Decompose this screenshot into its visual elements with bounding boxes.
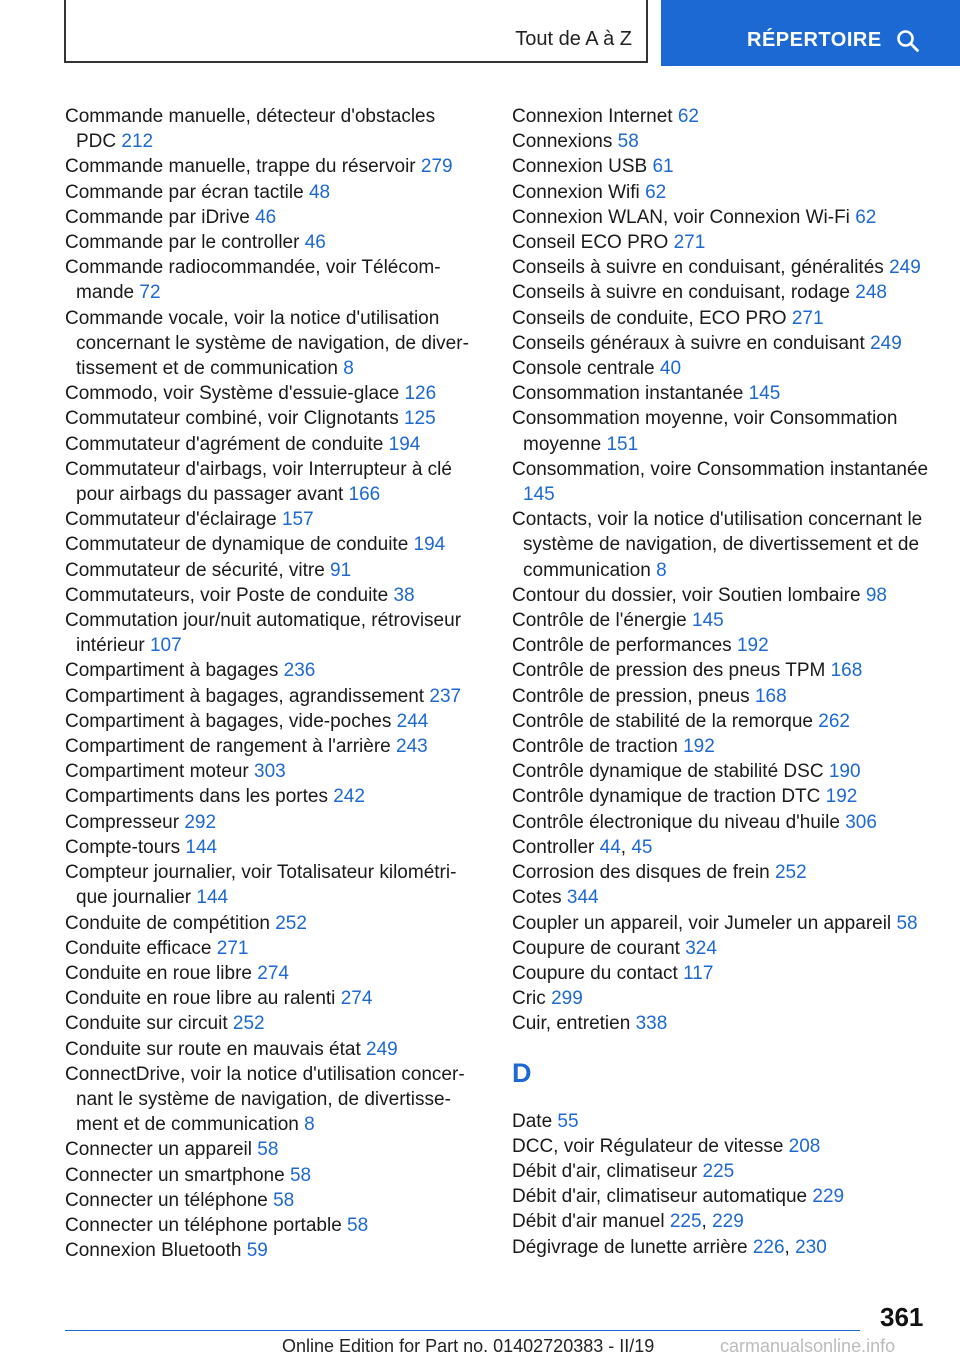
- index-entry: [65, 835, 475, 860]
- page-link[interactable]: 229: [812, 1186, 845, 1208]
- page-link[interactable]: 58: [347, 1214, 369, 1236]
- page-link[interactable]: 126: [404, 383, 437, 405]
- index-entry-text: ConnectDrive, voir la notice d'utilisation concernant le système de navigation, de divertissement et de communication: [65, 1063, 465, 1136]
- index-entry-text: Connecter un téléphone portable: [65, 1214, 342, 1236]
- index-entry: [65, 961, 475, 986]
- index-entry: [512, 810, 932, 835]
- index-entry: [512, 734, 932, 759]
- index-entry-text: Controller: [512, 836, 595, 858]
- page-link[interactable]: 145: [523, 484, 555, 506]
- index-entry: [65, 406, 475, 431]
- page-link[interactable]: 248: [855, 282, 887, 304]
- index-entry-text: Débit d'air, climatiseur: [512, 1160, 698, 1182]
- index-entry-text: Connexion Internet: [512, 106, 673, 127]
- index-entry-text: Contrôle de performances: [512, 635, 732, 657]
- index-entry: [512, 255, 932, 280]
- page-link[interactable]: 166: [348, 484, 381, 506]
- page-link[interactable]: 38: [393, 584, 415, 606]
- index-entry: [65, 457, 475, 507]
- index-entry: Dégivrage de lunette arrière 226, 230: [512, 1236, 827, 1258]
- index-entry: [512, 1134, 932, 1159]
- page-link[interactable]: 58: [896, 912, 918, 934]
- index-entry-text: Conduite en roue libre au ralenti: [65, 988, 336, 1010]
- index-entry-text: Contacts, voir la notice d'utilisation concernant le système de navigation, de divertissement et de communication: [512, 509, 923, 581]
- page-link[interactable]: 72: [139, 282, 161, 304]
- index-entry-text: Conseil ECO PRO: [512, 232, 669, 254]
- page-link[interactable]: 194: [413, 534, 446, 556]
- index-entry: [65, 1163, 475, 1188]
- tab-a-to-z[interactable]: [64, 0, 648, 63]
- page-link[interactable]: 117: [683, 962, 714, 984]
- index-entry: [512, 154, 932, 179]
- page-link[interactable]: 145: [692, 610, 724, 632]
- index-entry-text: Contrôle dynamique de traction DTC: [512, 786, 821, 808]
- index-entry: [512, 381, 932, 406]
- index-entry-text: Conseils à suivre en conduisant, rodage: [512, 282, 850, 304]
- index-entry-text: Compte-tours: [65, 836, 181, 858]
- index-entry-text: Connecter un smartphone: [65, 1164, 285, 1186]
- page-link[interactable]: 190: [828, 761, 861, 783]
- index-entry: [65, 911, 475, 936]
- page-link[interactable]: 125: [403, 408, 436, 430]
- index-entry-text: DCC, voir Régulateur de vitesse: [512, 1135, 784, 1157]
- index-entry-text: Coupure de courant: [512, 937, 680, 959]
- index-entry: [512, 507, 932, 583]
- index-entry: [512, 104, 932, 129]
- index-entry-text: Commande radiocommandée, voir Télécommande: [65, 257, 441, 304]
- index-entry: [65, 784, 475, 809]
- page-link[interactable]: 145: [748, 383, 781, 405]
- index-entry-text: Contrôle de stabilité de la remorque: [512, 710, 814, 732]
- index-entry-text: Commutateurs, voir Poste de conduite: [65, 584, 389, 606]
- index-entry: [65, 532, 475, 557]
- index-entry-text: Compartiment moteur: [65, 761, 249, 783]
- page-link[interactable]: 62: [855, 206, 877, 228]
- index-entry: [512, 936, 932, 961]
- page-link[interactable]: 144: [185, 836, 218, 858]
- page-link[interactable]: 338: [635, 1013, 668, 1035]
- index-entry-text: Connexion USB: [512, 156, 648, 178]
- index-column-left: [65, 104, 475, 1263]
- index-entry-text: Conduite en roue libre: [65, 962, 252, 984]
- index-entry-text: Commande vocale, voir la notice d'utilisation concernant le système de navigation, de divertissement et de communication: [65, 307, 469, 380]
- page-link[interactable]: 58: [273, 1189, 295, 1211]
- index-entry-text: Coupure du contact: [512, 962, 678, 984]
- tab-repertoire-label: RÉPERTOIRE: [747, 29, 882, 51]
- page-link[interactable]: 8: [343, 358, 354, 380]
- page-link[interactable]: 168: [830, 660, 863, 682]
- index-entry: [65, 810, 475, 835]
- page-link[interactable]: 274: [340, 988, 373, 1010]
- page-link[interactable]: 236: [283, 660, 316, 682]
- page-link[interactable]: 299: [551, 988, 583, 1010]
- index-entry-text: Débit d'air, climatiseur automatique: [512, 1186, 808, 1208]
- index-entry-text: Commutateur d'éclairage: [65, 509, 277, 531]
- index-entry-text: Commande manuelle, trappe du réservoir: [65, 156, 416, 178]
- index-entry-text: Commande par le controller: [65, 232, 300, 254]
- index-entry: [512, 1184, 932, 1209]
- index-entry: [65, 1137, 475, 1162]
- index-entry: [65, 658, 475, 683]
- index-entry: [512, 860, 932, 885]
- page-link[interactable]: 303: [254, 761, 286, 783]
- page-link[interactable]: 40: [659, 358, 682, 380]
- page-link[interactable]: 212: [121, 131, 154, 153]
- page-link[interactable]: 46: [304, 232, 326, 254]
- index-section-c: [512, 104, 932, 1037]
- index-entry-text: Connecter un appareil: [65, 1139, 252, 1161]
- index-entry: [65, 1011, 475, 1036]
- footer-divider: [65, 1330, 860, 1331]
- index-entry-text: Console centrale: [512, 358, 655, 380]
- page-link[interactable]: 168: [754, 685, 787, 707]
- index-entry-text: Compartiments dans les portes: [65, 786, 328, 808]
- footer-edition: Online Edition for Part no. 01402720383 - II/19: [282, 1336, 655, 1356]
- page-link[interactable]: 279: [420, 156, 453, 178]
- index-entry: [65, 1037, 475, 1062]
- index-entry: [512, 129, 932, 154]
- index-entry: [512, 280, 932, 305]
- page-link[interactable]: 59: [246, 1240, 268, 1262]
- index-entry-text: Connecter un téléphone: [65, 1189, 268, 1211]
- index-entry: [512, 180, 932, 205]
- index-entry: [65, 306, 475, 382]
- index-entry: [65, 734, 475, 759]
- index-entry: [65, 1062, 475, 1138]
- page-link[interactable]: 58: [257, 1139, 279, 1161]
- index-entry-text: Compteur journalier, voir Totalisateur kilométrique journalier: [65, 862, 457, 909]
- index-entry: [65, 255, 475, 305]
- index-entry-text: Conduite de compétition: [65, 912, 270, 934]
- index-entry: [512, 457, 932, 507]
- page-link[interactable]: 8: [304, 1114, 315, 1136]
- page-link[interactable]: 192: [825, 786, 858, 808]
- index-entry: [512, 684, 932, 709]
- page-link[interactable]: 225: [669, 1211, 702, 1233]
- page-link[interactable]: 151: [606, 433, 639, 455]
- index-column-right: [512, 104, 932, 1260]
- index-entry: [65, 936, 475, 961]
- index-entry: [65, 583, 475, 608]
- index-entry-text: Coupler un appareil, voir Jumeler un appareil: [512, 912, 892, 934]
- index-entry-text: Connexion Wifi: [512, 181, 640, 203]
- index-entry-text: Dégivrage de lunette arrière: [512, 1236, 748, 1258]
- index-entry: [512, 1109, 932, 1134]
- index-entry: [512, 759, 932, 784]
- index-entry-text: Commande manuelle, détecteur d'obstacles PDC: [65, 106, 436, 153]
- index-entry: [512, 911, 932, 936]
- page-link[interactable]: 98: [865, 584, 887, 606]
- page-link[interactable]: 344: [566, 887, 599, 909]
- index-entry: [512, 331, 932, 356]
- index-entry-text: Conduite efficace: [65, 937, 212, 959]
- index-entry: [65, 1213, 475, 1238]
- index-entry: [512, 406, 932, 456]
- index-entry-text: Compartiment à bagages: [65, 660, 279, 682]
- index-entry: [512, 608, 932, 633]
- page-number: 361: [880, 1302, 924, 1332]
- page-link[interactable]: 271: [791, 307, 824, 329]
- index-entry: [512, 306, 932, 331]
- index-entry-text: Cric: [512, 988, 546, 1010]
- page-link[interactable]: 225: [702, 1160, 735, 1182]
- index-entry: [65, 1238, 475, 1263]
- index-entry: [65, 507, 475, 532]
- index-entry: [512, 986, 932, 1011]
- page-link[interactable]: 230: [795, 1236, 827, 1258]
- index-entry: [512, 961, 932, 986]
- index-entry: [65, 759, 475, 784]
- page-link[interactable]: 45: [631, 836, 653, 858]
- page-link[interactable]: 62: [677, 106, 699, 127]
- index-entry: [512, 658, 932, 683]
- index-entry: [65, 180, 475, 205]
- index-entry: [65, 608, 475, 658]
- index-entry-text: Consommation moyenne, voir Consommation moyenne: [512, 408, 898, 455]
- page-link[interactable]: 271: [216, 937, 249, 959]
- index-entry-text: Connexion Bluetooth: [65, 1240, 242, 1262]
- index-entry: [65, 1188, 475, 1213]
- index-entry-text: Consommation instantanée: [512, 383, 744, 405]
- index-entry: [65, 432, 475, 457]
- page-link[interactable]: 46: [255, 206, 277, 228]
- page-link[interactable]: 249: [870, 332, 902, 354]
- index-entry-text: Commutateur de sécurité, vitre: [65, 559, 325, 581]
- index-entry: [65, 860, 475, 910]
- page-link[interactable]: 242: [333, 786, 365, 808]
- index-entry-text: Commutateur combiné, voir Clignotants: [65, 408, 399, 430]
- index-entry-text: Cotes: [512, 887, 562, 909]
- page-link[interactable]: 55: [557, 1110, 579, 1132]
- page-link[interactable]: 226: [752, 1236, 785, 1258]
- index-entry-text: Contrôle de l'énergie: [512, 610, 687, 632]
- index-entry-text: Conseils à suivre en conduisant, généralités: [512, 257, 884, 279]
- page-link[interactable]: 157: [281, 509, 314, 531]
- index-entry-text: Commande par écran tactile: [65, 181, 304, 203]
- index-entry-text: Commande par iDrive: [65, 206, 250, 228]
- index-entry: [65, 104, 475, 154]
- index-entry-text: Connexion WLAN, voir Connexion Wi-Fi: [512, 206, 850, 228]
- index-entry: [65, 230, 475, 255]
- index-entry: Débit d'air manuel 225, 229: [512, 1211, 744, 1233]
- page-link[interactable]: 91: [330, 559, 352, 581]
- index-entry: [512, 1011, 932, 1036]
- section-letter-d: D: [512, 1057, 532, 1088]
- page-link[interactable]: 306: [845, 811, 877, 833]
- index-entry: Controller 44, 45: [512, 836, 653, 858]
- page-link[interactable]: 271: [673, 232, 706, 254]
- index-entry: [512, 784, 932, 809]
- index-entry-text: Contrôle de pression, pneus: [512, 685, 750, 707]
- index-entry-text: Contrôle électronique du niveau d'huile: [512, 811, 840, 833]
- index-entry: [65, 205, 475, 230]
- index-entry-text: Commodo, voir Système d'essuie-glace: [65, 383, 400, 405]
- index-entry-text: Consommation, voire Consommation instantanée: [512, 458, 929, 480]
- index-entry: [65, 381, 475, 406]
- index-entry-text: Débit d'air manuel: [512, 1211, 665, 1233]
- page-link[interactable]: 194: [388, 433, 421, 455]
- index-entry-text: Compartiment à bagages, vide-poches: [65, 710, 392, 732]
- page-link[interactable]: 237: [429, 685, 462, 707]
- index-entry: [65, 709, 475, 734]
- tab-a-to-z-label: Tout de A à Z: [515, 28, 632, 50]
- index-entry-text: Conduite sur route en mauvais état: [65, 1038, 361, 1060]
- index-entry-text: Corrosion des disques de frein: [512, 862, 770, 884]
- index-entry: [512, 356, 932, 381]
- page-link[interactable]: 249: [889, 257, 921, 279]
- search-icon[interactable]: [896, 29, 920, 53]
- index-entry-text: Connexions: [512, 131, 613, 153]
- page-link[interactable]: 44: [599, 836, 621, 858]
- index-entry: [65, 154, 475, 179]
- index-entry-text: Commutateur de dynamique de conduite: [65, 534, 409, 556]
- index-entry-text: Cuir, entretien: [512, 1013, 631, 1035]
- page-link[interactable]: 292: [184, 811, 217, 833]
- index-entry: [512, 205, 932, 230]
- index-entry: [65, 684, 475, 709]
- page-link[interactable]: 62: [645, 181, 667, 203]
- index-entry-text: Contrôle de pression des pneus TPM: [512, 660, 826, 682]
- index-entry-text: Commutateur d'airbags, voir Interrupteur à clé pour airbags du passager avant: [65, 458, 452, 506]
- footer-watermark: carmanualsonline.info: [720, 1336, 896, 1356]
- page-link[interactable]: 252: [232, 1013, 265, 1035]
- index-entry: [512, 633, 932, 658]
- index-entry-text: Conseils de conduite, ECO PRO: [512, 307, 787, 329]
- page-link[interactable]: 252: [275, 912, 307, 934]
- index-entry: [65, 986, 475, 1011]
- page-link[interactable]: 107: [149, 635, 182, 657]
- index-entry: [512, 583, 932, 608]
- index-entry-text: Conseils généraux à suivre en conduisant: [512, 332, 865, 354]
- index-entry-text: Compartiment de rangement à l'arrière: [65, 736, 391, 758]
- page-link[interactable]: 192: [736, 635, 769, 657]
- page-link[interactable]: 48: [308, 181, 331, 203]
- index-entry-text: Date: [512, 1110, 553, 1132]
- page-link[interactable]: 229: [712, 1211, 744, 1233]
- page-link[interactable]: 58: [289, 1164, 312, 1186]
- index-entry: [512, 885, 932, 910]
- page-link[interactable]: 208: [788, 1135, 821, 1157]
- page-link[interactable]: 262: [818, 710, 850, 732]
- index-entry-text: Commutateur d'agrément de conduite: [65, 433, 384, 455]
- page-link[interactable]: 58: [617, 131, 639, 153]
- page-link[interactable]: 249: [366, 1038, 398, 1060]
- index-entry-text: Commutation jour/nuit automatique, rétroviseur intérieur: [65, 610, 462, 657]
- index-section-d: [512, 1109, 932, 1260]
- page-link[interactable]: 324: [685, 937, 717, 959]
- index-entry-text: Contrôle de traction: [512, 736, 678, 758]
- page-link[interactable]: 274: [257, 962, 289, 984]
- index-entry-text: Contrôle dynamique de stabilité DSC: [512, 761, 824, 783]
- index-entry-text: Contour du dossier, voir Soutien lombaire: [512, 584, 861, 606]
- index-entry-text: Compartiment à bagages, agrandissement: [65, 685, 425, 707]
- index-entry-text: Conduite sur circuit: [65, 1013, 228, 1035]
- page-link[interactable]: 243: [396, 736, 428, 758]
- page-link[interactable]: 8: [656, 559, 667, 581]
- page-link[interactable]: 144: [196, 887, 229, 909]
- index-entry: [512, 230, 932, 255]
- page-link[interactable]: 192: [683, 736, 715, 758]
- index-entry-text: Compresseur: [65, 811, 180, 833]
- page-link[interactable]: 61: [652, 156, 674, 178]
- index-entry: [65, 558, 475, 583]
- page-link[interactable]: 244: [396, 710, 429, 732]
- index-entry: [512, 709, 932, 734]
- index-entry: [512, 1159, 932, 1184]
- page-link[interactable]: 252: [774, 862, 807, 884]
